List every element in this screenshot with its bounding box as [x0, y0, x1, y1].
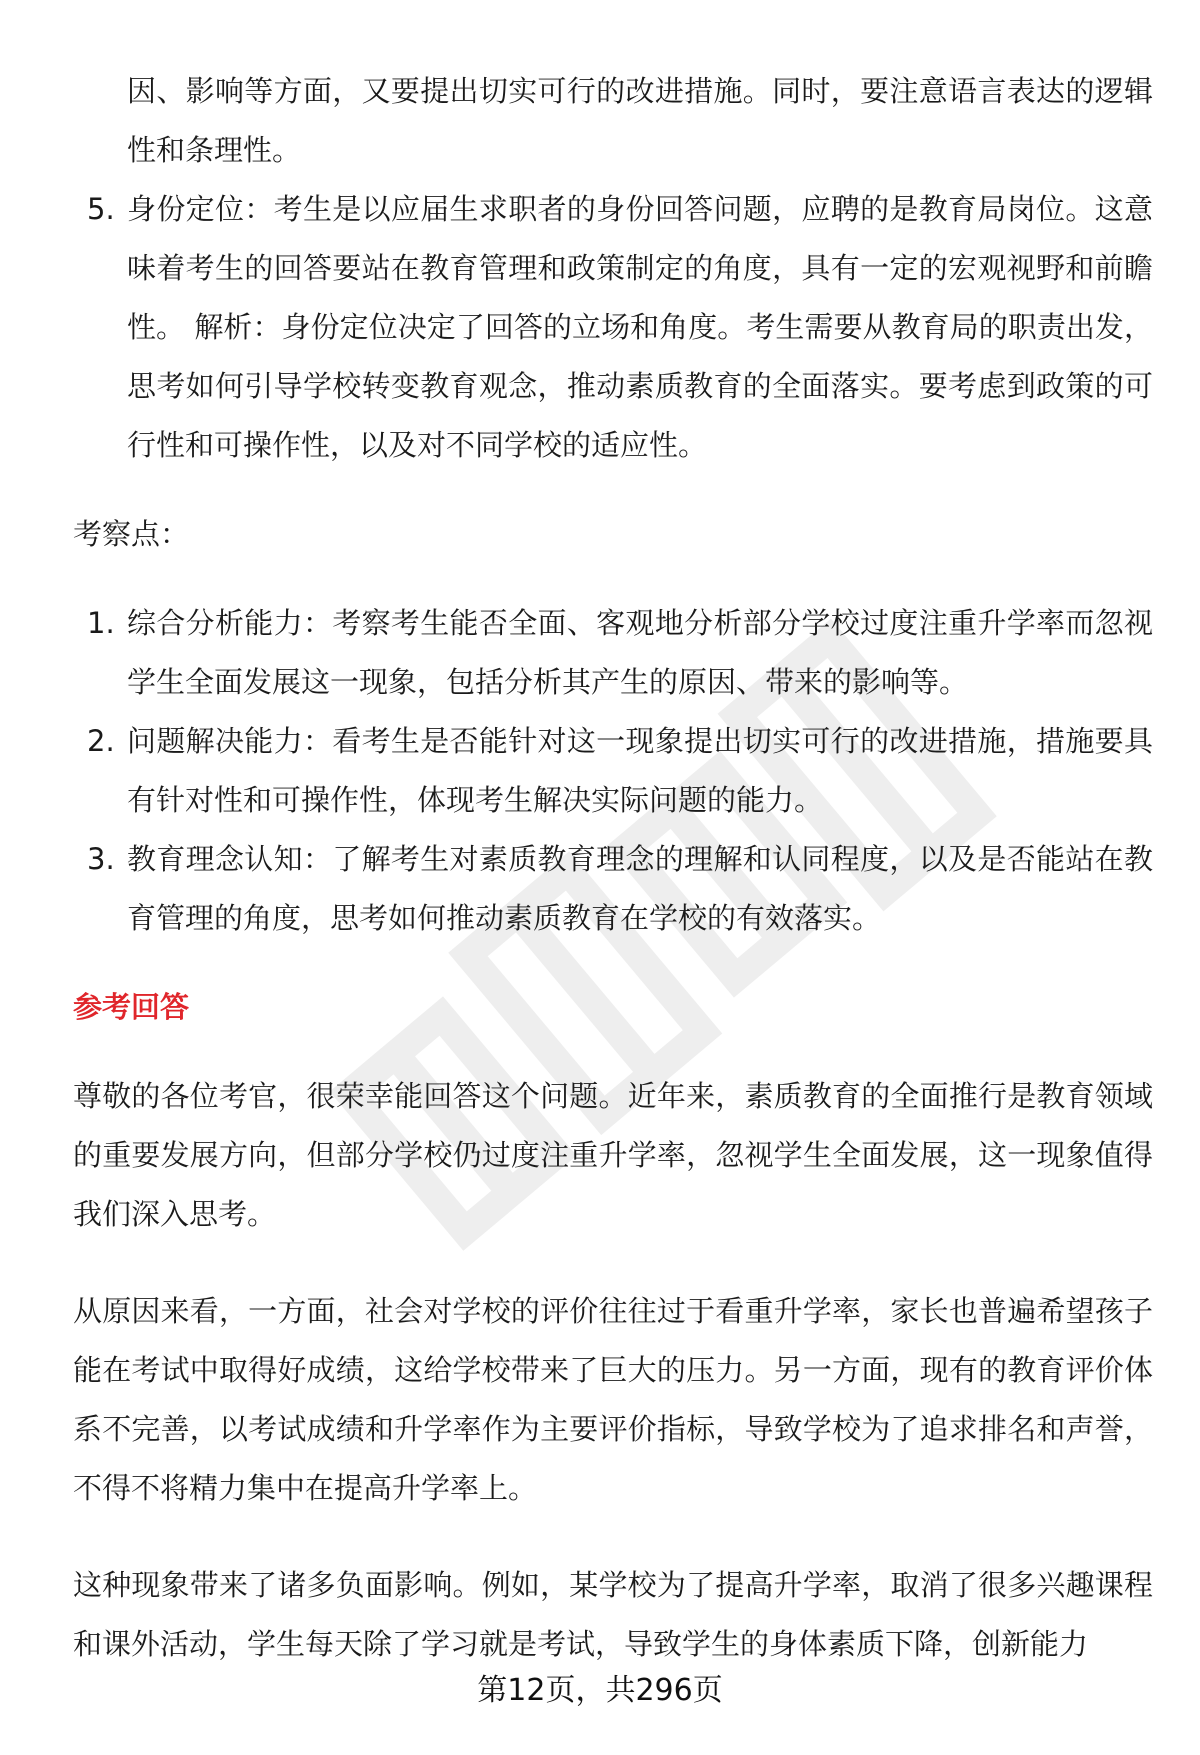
answer-paragraph: 尊敬的各位考官，很荣幸能回答这个问题。近年来，素质教育的全面推行是教育领域的重要发展方向，但部分学校仍过度注重升学率，忽视学生全面发展，这一现象值得我们深入思考。: [73, 1079, 1153, 1231]
list-number: 5.: [87, 192, 115, 226]
list-item: [73, 830, 1153, 948]
list-item-text: 身份定位：考生是以应届生求职者的身份回答问题，应聘的是教育局岗位。这意味着考生的回答要站在教育管理和政策制定的角度，具有一定的宏观视野和前瞻性。 解析：身份定位决定了回答的立场和角度。考生需要从教育局的职责出发，思考如何引导学校转变教育观念，推动素质教育的全面落实。要考虑到政策的可行性和可操作性，以及对不同学校的适应性。: [127, 192, 1153, 462]
examine-points-list: [73, 594, 1153, 948]
page-number: 第12页，共296页: [477, 1673, 723, 1708]
answer-paragraph: 这种现象带来了诸多负面影响。例如，某学校为了提高升学率，取消了很多兴趣课程和课外活动，学生每天除了学习就是考试，导致学生的身体素质下降，创新能力: [73, 1568, 1153, 1661]
document-body: [73, 62, 1153, 1674]
answer-paragraph: 从原因来看，一方面，社会对学校的评价往往过于看重升学率，家长也普遍希望孩子能在考试中取得好成绩，这给学校带来了巨大的压力。另一方面，现有的教育评价体系不完善，以考试成绩和升学率作为主要评价指标，导致学校为了追求排名和声誉，不得不将精力集中在提高升学率上。: [73, 1294, 1153, 1505]
list-item: [73, 180, 1153, 475]
list-number: 2.: [87, 724, 115, 758]
list-number: 1.: [87, 606, 115, 640]
list-item: [73, 594, 1153, 712]
examine-points-title: 考察点：: [73, 517, 190, 551]
item-5-list: [73, 180, 1153, 475]
list-item-text: 综合分析能力：考察考生能否全面、客观地分析部分学校过度注重升学率而忽视学生全面发展这一现象，包括分析其产生的原因、带来的影响等。: [127, 606, 1153, 699]
reference-answer-heading: 参考回答: [73, 990, 190, 1024]
list-item-text: 问题解决能力：看考生是否能针对这一现象提出切实可行的改进措施，措施要具有针对性和可操作性，体现考生解决实际问题的能力。: [127, 724, 1153, 817]
continuation-text: 因、影响等方面，又要提出切实可行的改进措施。同时，要注意语言表达的逻辑性和条理性。: [127, 74, 1153, 167]
list-item-text: 教育理念认知：了解考生对素质教育理念的理解和认同程度，以及是否能站在教育管理的角度，思考如何推动素质教育在学校的有效落实。: [127, 842, 1153, 935]
list-item: [73, 712, 1153, 830]
list-number: 3.: [87, 842, 115, 876]
